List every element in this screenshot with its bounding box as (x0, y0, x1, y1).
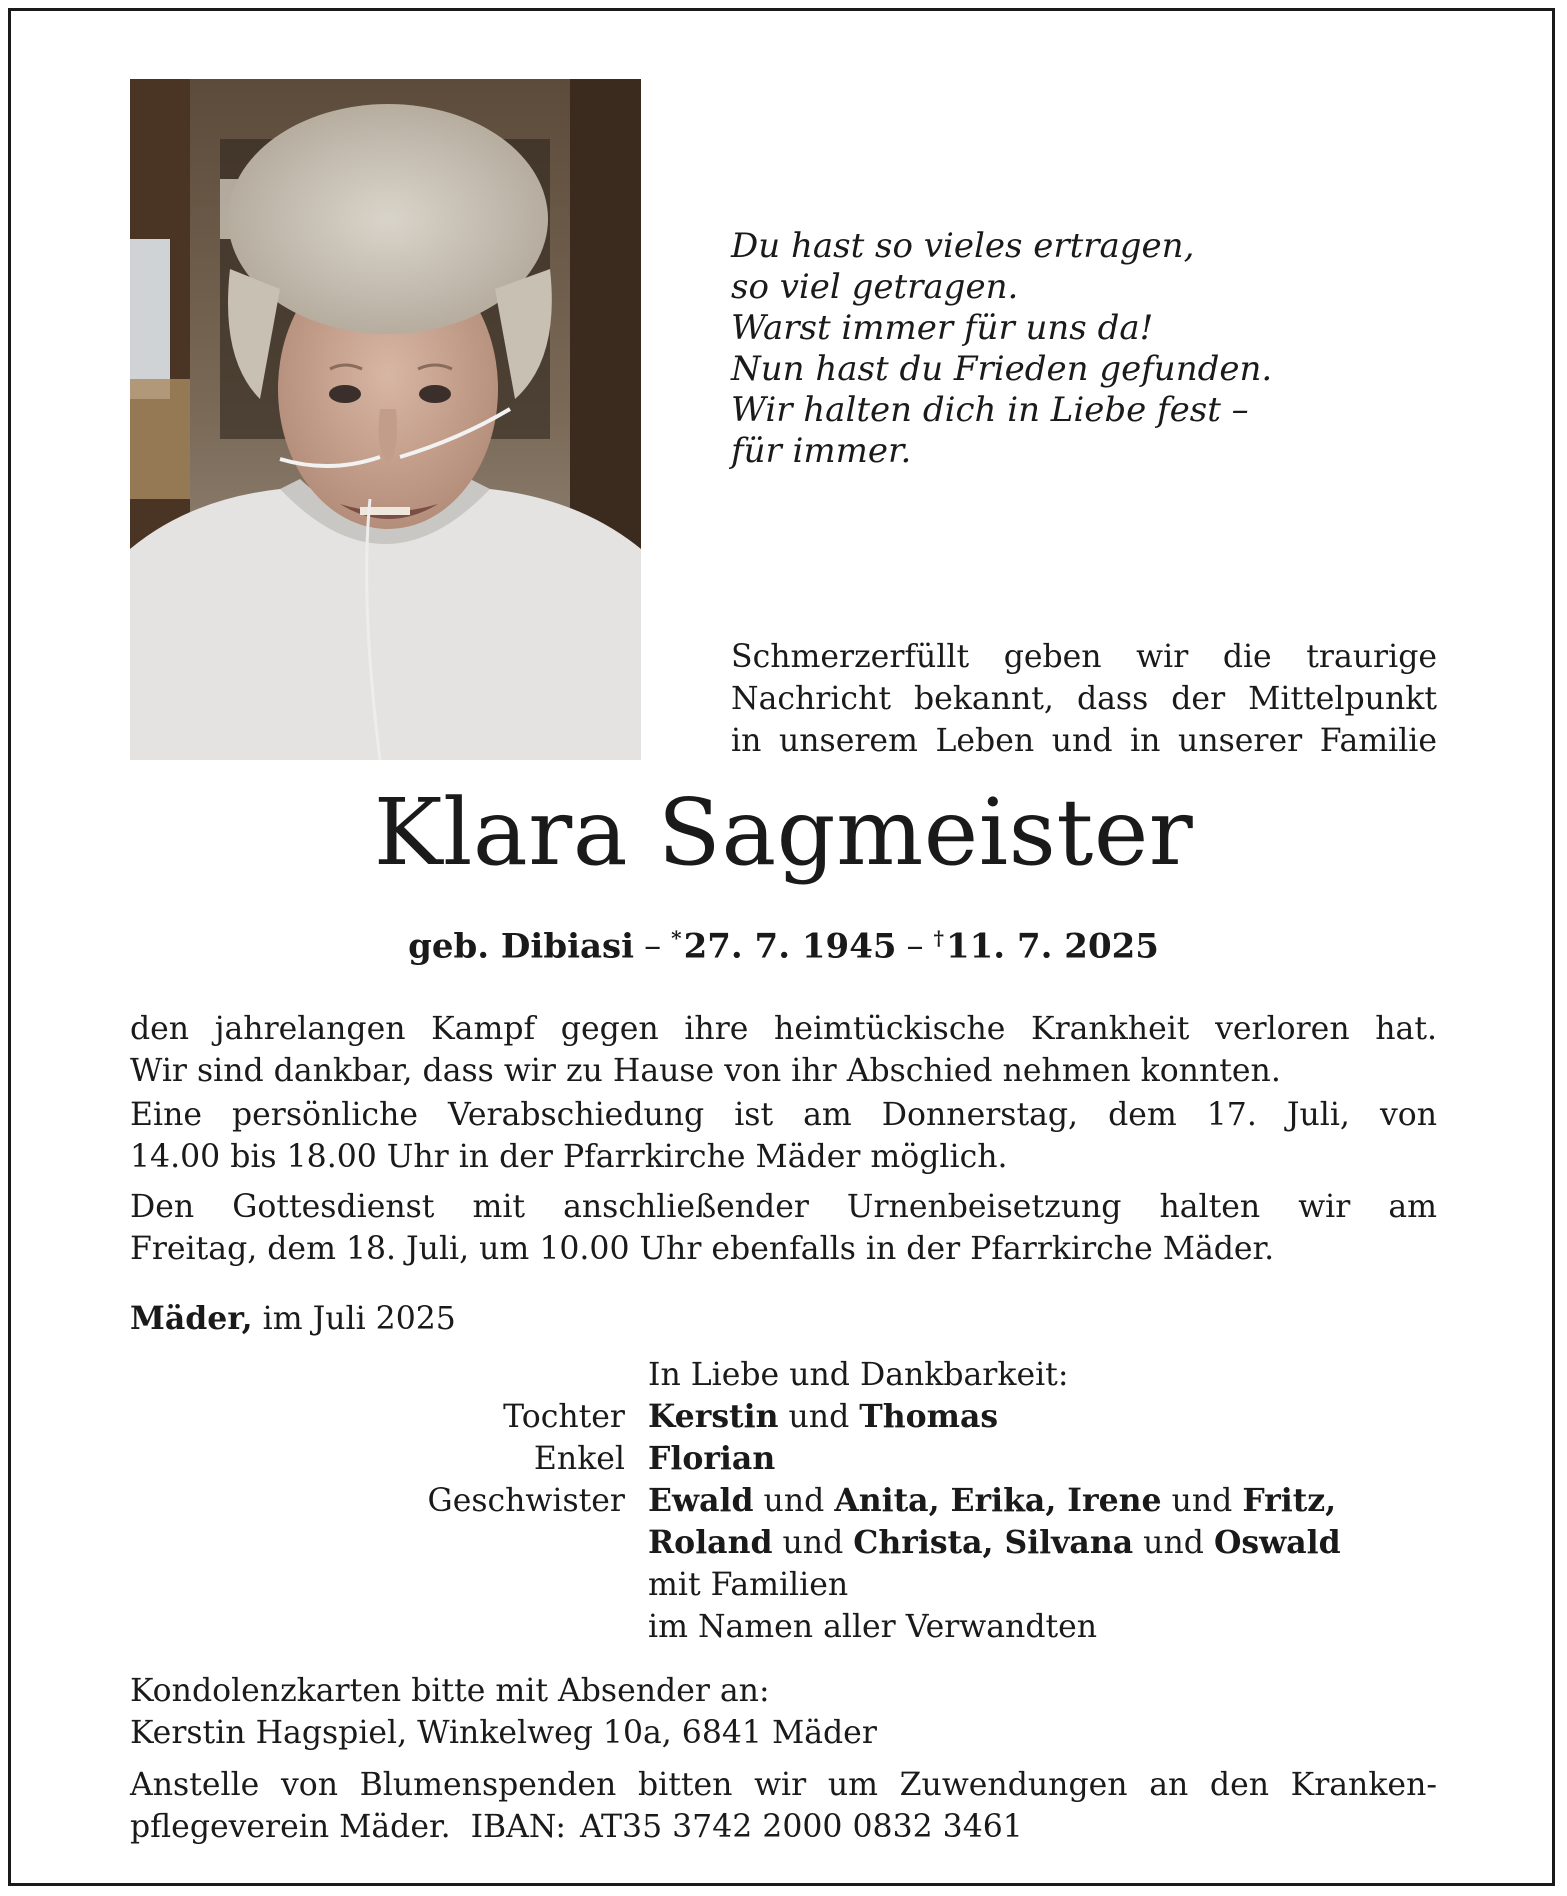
condolence-line: Kerstin Hagspiel, Winkelweg 10a, 6841 Mäder (130, 1715, 877, 1751)
paragraph-announcement (130, 1008, 1437, 1092)
family-row-geschwister (130, 1480, 1437, 1522)
condolence-address (130, 1670, 1437, 1754)
intro-line: Schmerzerfüllt geben wir die traurige (731, 639, 1437, 675)
donation-note (130, 1764, 1437, 1848)
poem-line: so viel getragen. (731, 267, 1019, 307)
donation-line: Anstelle von Blumenspenden bitten wir um Zuwendungen an den Kranken- (130, 1767, 1437, 1803)
poem-line: Warst immer für uns da! (731, 308, 1154, 348)
family-member: Anita, Erika, Irene (834, 1482, 1162, 1519)
family-member: Ewald (648, 1482, 754, 1519)
place-month: im Juli 2025 (262, 1301, 456, 1337)
dash: – (644, 926, 662, 967)
paragraph-line: Wir sind dankbar, dass wir zu Hause von ihr Abschied nehmen konnten. (130, 1053, 1281, 1089)
intro-text (731, 636, 1437, 762)
paragraph-line: Freitag, dem 18. Juli, um 10.00 Uhr ebenfalls in der Pfarrkirche Mäder. (130, 1231, 1275, 1267)
family-member: Oswald (1213, 1524, 1341, 1561)
family-note: im Namen aller Verwandten (648, 1609, 1098, 1645)
birth-symbol: * (671, 926, 682, 950)
family-row-tochter (130, 1396, 1437, 1438)
paragraph-line: 14.00 bis 18.00 Uhr in der Pfarrkirche Mäder möglich. (130, 1139, 1008, 1175)
place-date (130, 1298, 456, 1340)
poem-line: Du hast so vieles ertragen, (731, 226, 1195, 266)
family-member: Thomas (859, 1398, 999, 1435)
deceased-name: Klara Sagmeister (373, 779, 1194, 886)
family-note: mit Familien (648, 1567, 849, 1603)
death-date: 11. 7. 2025 (945, 926, 1159, 967)
family-member: Fritz, (1242, 1482, 1337, 1519)
paragraph-service (130, 1186, 1437, 1270)
family-member: Kerstin (648, 1398, 779, 1435)
family-member: Christa, Silvana (853, 1524, 1134, 1561)
conjunction: und (782, 1525, 844, 1561)
conjunction: und (788, 1399, 850, 1435)
iban-label: IBAN: (470, 1809, 566, 1845)
family-member: Roland (648, 1524, 773, 1561)
life-dates (0, 916, 1567, 968)
portrait-photo (130, 79, 641, 760)
family-heading: In Liebe und Dankbarkeit: (648, 1357, 1069, 1393)
iban-number: AT35 3742 2000 0832 3461 (580, 1809, 1023, 1845)
paragraph-line: den jahrelangen Kampf gegen ihre heimtückische Krankheit verloren hat. (130, 1011, 1437, 1047)
family-label: Enkel (533, 1441, 625, 1477)
intro-line: in unserem Leben und in unserer Familie (731, 723, 1437, 759)
place-town: Mäder, (130, 1300, 253, 1337)
maiden-name: geb. Dibiasi (408, 926, 635, 967)
dash: – (906, 926, 924, 967)
poem-line: Wir halten dich in Liebe fest – (731, 390, 1249, 430)
family-label: Tochter (503, 1399, 625, 1435)
portrait-image (130, 79, 641, 760)
poem-line: Nun hast du Frieden gefunden. (731, 349, 1273, 389)
conjunction: und (1171, 1483, 1233, 1519)
condolence-line: Kondolenzkarten bitte mit Absender an: (130, 1673, 770, 1709)
family-member: Florian (648, 1440, 776, 1477)
paragraph-farewell (130, 1094, 1437, 1178)
paragraph-line: Den Gottesdienst mit anschließender Urnenbeisetzung halten wir am (130, 1189, 1437, 1225)
conjunction: und (763, 1483, 825, 1519)
family-label: Geschwister (427, 1483, 625, 1519)
paragraph-line: Eine persönliche Verabschiedung ist am Donnerstag, dem 17. Juli, von (130, 1097, 1437, 1133)
poem-line: für immer. (731, 431, 912, 471)
family-list (130, 1354, 1437, 1648)
conjunction: und (1143, 1525, 1204, 1561)
birth-date: 27. 7. 1945 (683, 926, 897, 967)
poem (731, 226, 1291, 472)
donation-line: pflegeverein Mäder. (130, 1809, 451, 1845)
death-symbol: † (933, 926, 944, 950)
family-row-enkel (130, 1438, 1437, 1480)
intro-line: Nachricht bekannt, dass der Mittelpunkt (731, 681, 1437, 717)
